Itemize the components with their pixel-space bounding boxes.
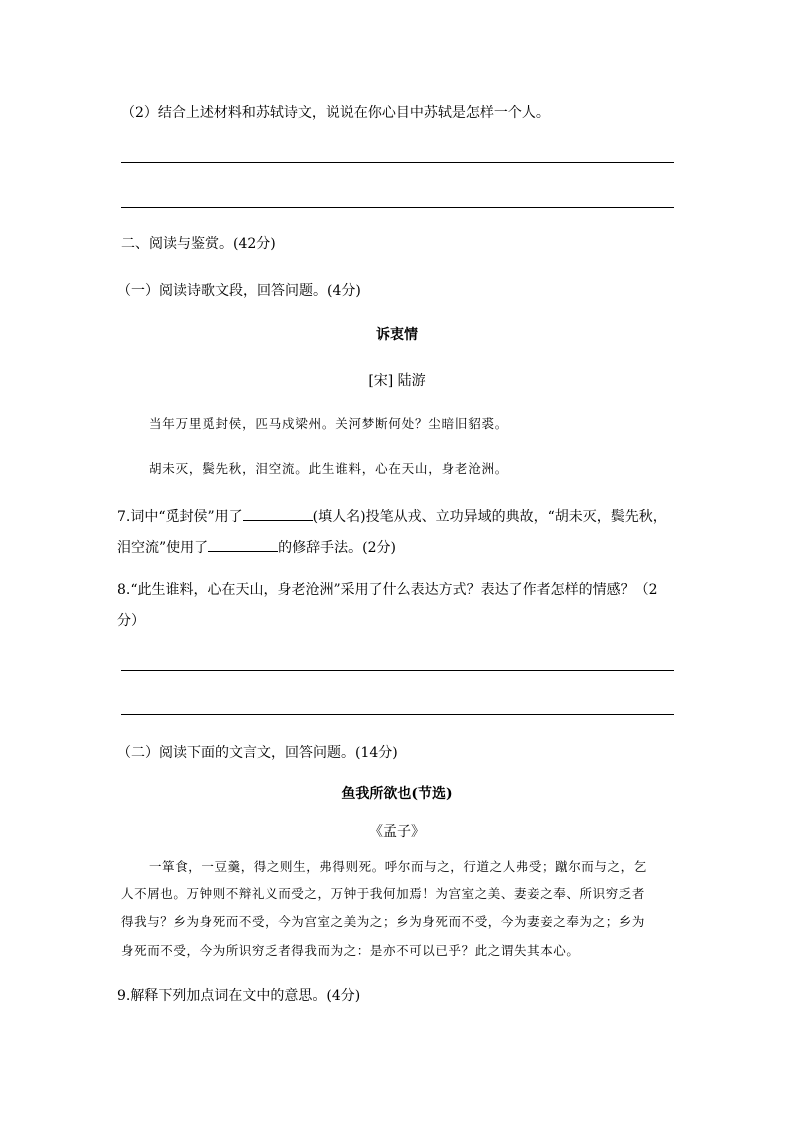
classic-line: 一箪食，一豆羹，得之则生，弗得则死。呼尔而与之，行道之人弗受；蹴尔而与之，乞 <box>149 859 647 874</box>
classic-line: 得我与？乡为身死而不受，今为宫室之美为之；乡为身死而不受，今为妻妾之奉为之；乡为 <box>121 914 646 929</box>
answer-line[interactable] <box>121 207 674 208</box>
answer-line[interactable] <box>121 670 674 671</box>
poem-line: 当年万里觅封侯，匹马戍梁州。关河梦断何处？尘暗旧貂裘。 <box>149 416 509 431</box>
classic-line: 身死而不受，今为所识穷乏者得我而为之：是亦不可以已乎？此之谓失其本心。 <box>121 943 580 958</box>
poem-author: [宋] 陆游 <box>368 373 426 389</box>
question-7-text: 泪空流”使用了 <box>117 540 209 556</box>
fill-blank[interactable] <box>208 537 278 552</box>
question-7-text: 7.词中“觅封侯”用了 <box>117 509 243 525</box>
question-9: 9.解释下列加点词在文中的意思。(4分) <box>117 988 361 1004</box>
question-7-line-1 <box>117 506 667 526</box>
part-1-title: （一）阅读诗歌文段，回答问题。(4分) <box>117 283 361 299</box>
answer-line[interactable] <box>121 162 674 163</box>
classic-source: 《孟子》 <box>369 824 425 840</box>
question-7-line-2 <box>117 537 396 557</box>
question-7-text: 的修辞手法。(2分) <box>278 540 397 556</box>
classic-title: 鱼我所欲也(节选) <box>341 786 453 802</box>
section-2-title: 二、阅读与鉴赏。(42分) <box>121 236 276 252</box>
fill-blank[interactable] <box>243 506 313 521</box>
part-2-title: （二）阅读下面的文言文，回答问题。(14分) <box>117 745 398 761</box>
question-8-line-2: 分） <box>117 613 145 629</box>
question-8-line-1: 8.“此生谁料，心在天山，身老沧洲”采用了什么表达方式？表达了作者怎样的情感？（2 <box>117 582 658 598</box>
question-6-2: （2）结合上述材料和苏轼诗文，说说在你心目中苏轼是怎样一个人。 <box>121 105 550 121</box>
poem-line: 胡未灭，鬓先秋，泪空流。此生谁料，心在天山，身老沧洲。 <box>149 461 509 476</box>
question-7-text: (填人名)投笔从戎、立功异域的典故，“胡未灭，鬓先秋， <box>312 509 667 525</box>
classic-line: 人不屑也。万钟则不辩礼义而受之，万钟于我何加焉！为宫室之美、妻妾之奉、所识穷乏者 <box>121 886 646 901</box>
answer-line[interactable] <box>121 714 674 715</box>
poem-title: 诉衷情 <box>376 327 418 343</box>
